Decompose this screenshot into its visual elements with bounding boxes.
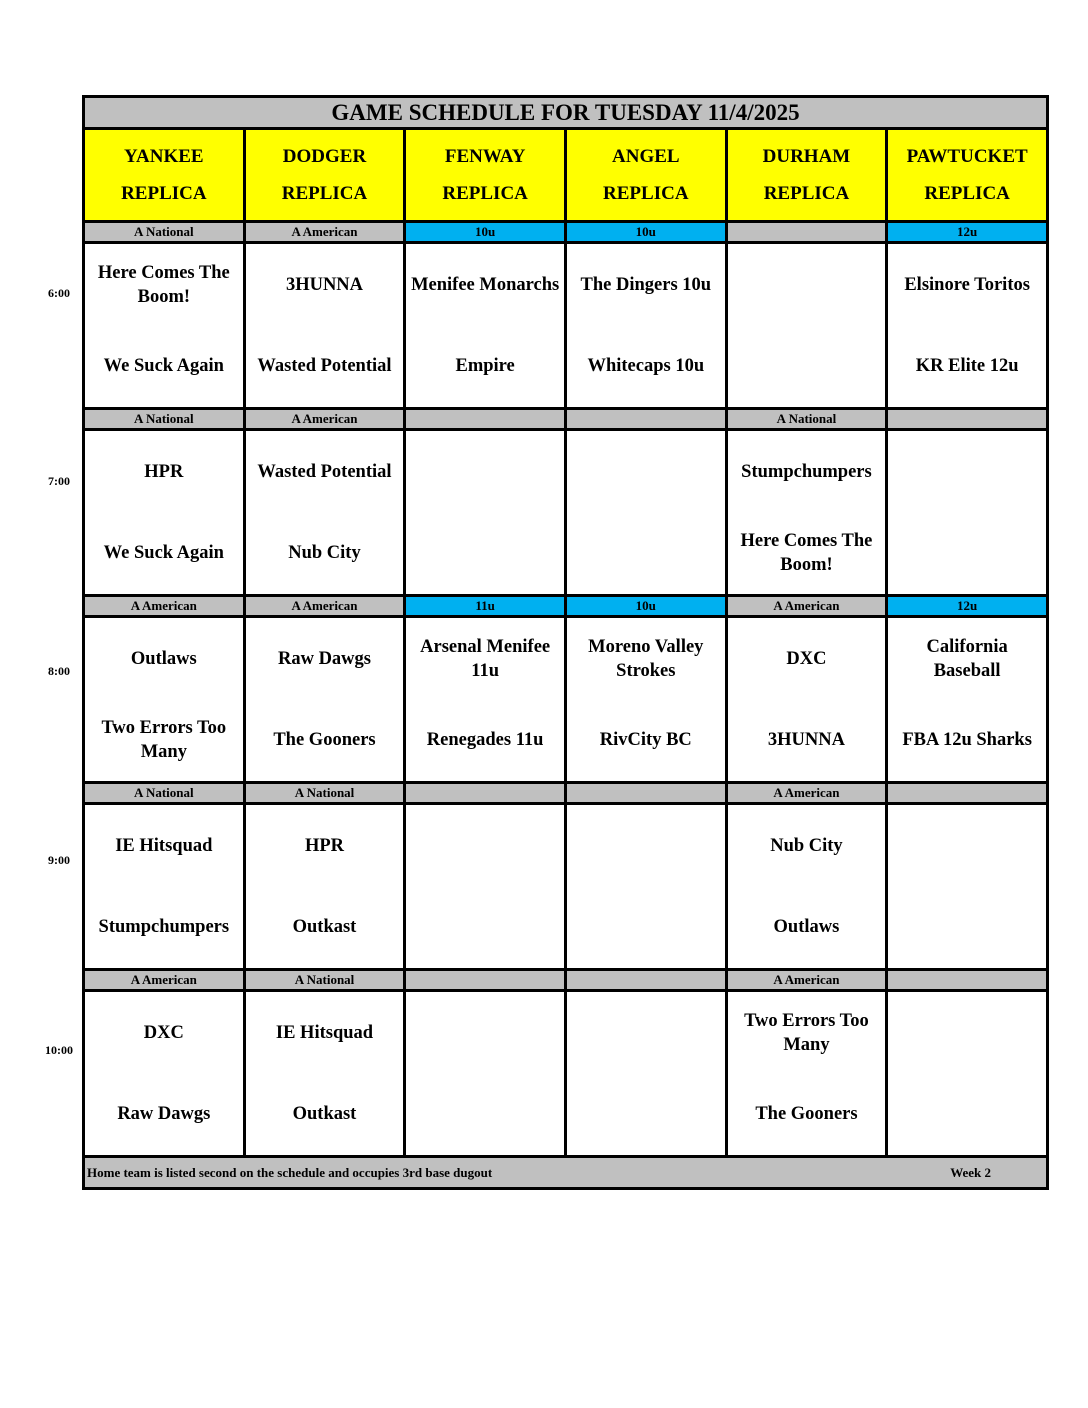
footer-row (84, 1157, 1048, 1189)
game-cell (726, 243, 887, 409)
division-label: 10u (405, 222, 566, 243)
schedule-table (82, 95, 1049, 1190)
away-team: Menifee Monarchs (411, 275, 560, 295)
division-label: A National (244, 783, 405, 804)
away-team: HPR (144, 462, 184, 482)
game-cell (84, 804, 245, 970)
game-cell (244, 430, 405, 596)
division-label: A American (244, 222, 405, 243)
game-cell (887, 804, 1048, 970)
game-cell (726, 991, 887, 1157)
home-team: Outkast (292, 917, 357, 937)
away-team: Stumpchumpers (741, 462, 872, 482)
game-cell (244, 991, 405, 1157)
division-label (565, 409, 726, 430)
away-team (567, 993, 725, 1074)
field-name: FENWAY (444, 146, 526, 167)
home-team: FBA 12u Sharks (902, 730, 1032, 750)
game-cell (244, 617, 405, 783)
home-team (888, 513, 1046, 594)
division-label (405, 970, 566, 991)
away-team (567, 806, 725, 887)
away-team (888, 806, 1046, 887)
division-label: A National (84, 222, 245, 243)
game-cell (405, 804, 566, 970)
home-team: Raw Dawgs (117, 1104, 211, 1124)
away-team: California Baseball (926, 637, 1008, 681)
away-team: IE Hitsquad (275, 1023, 374, 1043)
division-label (887, 970, 1048, 991)
division-label (405, 783, 566, 804)
away-team: Wasted Potential (257, 462, 392, 482)
home-team: The Gooners (273, 730, 376, 750)
game-row (84, 617, 1048, 783)
field-name: DURHAM (762, 146, 851, 167)
away-team: 3HUNNA (285, 275, 364, 295)
home-team: 3HUNNA (767, 730, 845, 750)
division-label: A National (244, 970, 405, 991)
division-label: A American (84, 970, 245, 991)
division-label: A American (726, 970, 887, 991)
division-label: A National (84, 783, 245, 804)
division-label: 12u (887, 222, 1048, 243)
division-label (405, 409, 566, 430)
field-subtitle: REPLICA (121, 183, 207, 204)
away-team (406, 806, 564, 887)
game-cell (565, 991, 726, 1157)
game-cell (565, 243, 726, 409)
division-label (887, 409, 1048, 430)
field-subtitle: REPLICA (442, 183, 528, 204)
home-team: Outkast (292, 1104, 357, 1124)
game-cell (84, 617, 245, 783)
home-team (567, 887, 725, 968)
game-cell (887, 617, 1048, 783)
division-label: A American (726, 596, 887, 617)
field-header-durham (726, 129, 887, 222)
field-name: YANKEE (124, 146, 204, 167)
home-team: Stumpchumpers (98, 917, 230, 937)
away-team: Two Errors Too Many (744, 1011, 869, 1055)
game-cell (887, 991, 1048, 1157)
game-cell (244, 804, 405, 970)
division-label: A American (244, 596, 405, 617)
game-cell (565, 430, 726, 596)
home-team: Two Errors Too Many (101, 718, 227, 762)
division-label (726, 222, 887, 243)
away-team: IE Hitsquad (115, 836, 213, 856)
division-label (887, 783, 1048, 804)
away-team: Arsenal Menifee 11u (420, 637, 551, 681)
away-team (406, 993, 564, 1074)
home-team: The Gooners (755, 1104, 858, 1124)
field-subtitle: REPLICA (763, 183, 850, 204)
game-cell (405, 617, 566, 783)
field-header-yankee (84, 129, 245, 222)
time-label: 6:00 (48, 286, 70, 300)
away-team: Moreno Valley Strokes (588, 637, 704, 681)
field-name: ANGEL (612, 146, 680, 167)
game-cell (565, 617, 726, 783)
home-team: Renegades 11u (426, 730, 544, 750)
field-header-dodger (244, 129, 405, 222)
time-label: 7:00 (48, 474, 70, 488)
game-cell (887, 430, 1048, 596)
away-team: Outlaws (130, 649, 197, 669)
away-team: Here Comes The Boom! (97, 263, 230, 307)
time-label: 10:00 (45, 1043, 73, 1057)
home-team: RivCity BC (599, 730, 692, 750)
game-cell (84, 430, 245, 596)
game-cell (405, 991, 566, 1157)
game-row (84, 991, 1048, 1157)
footer-cell (84, 1157, 1048, 1189)
game-cell (726, 617, 887, 783)
division-label: A American (244, 409, 405, 430)
game-cell (726, 430, 887, 596)
game-cell (405, 430, 566, 596)
away-team (406, 432, 564, 513)
title-row (84, 97, 1048, 129)
home-team (728, 326, 886, 407)
home-team (567, 1074, 725, 1155)
home-team: We Suck Again (103, 543, 224, 563)
division-label (565, 783, 726, 804)
footer-note: Home team is listed second on the schedule and occupies 3rd base dugout (87, 1164, 493, 1180)
game-cell (84, 991, 245, 1157)
division-label: A National (726, 409, 887, 430)
home-team: Here Comes The Boom! (740, 531, 873, 575)
game-cell (84, 243, 245, 409)
away-team (728, 245, 886, 326)
field-header-fenway (405, 129, 566, 222)
game-cell (726, 804, 887, 970)
field-subtitle: REPLICA (603, 183, 689, 204)
away-team (888, 993, 1046, 1074)
week-label: Week 2 (950, 1164, 991, 1180)
division-label: 11u (405, 596, 566, 617)
division-label: 10u (565, 596, 726, 617)
home-team: Empire (455, 356, 515, 376)
away-team: DXC (143, 1023, 184, 1043)
home-team (888, 1074, 1046, 1155)
game-cell (565, 804, 726, 970)
field-header-pawtucket (887, 129, 1048, 222)
home-team: KR Elite 12u (915, 356, 1019, 376)
game-row (84, 430, 1048, 596)
game-cell (244, 243, 405, 409)
field-name: DODGER (282, 146, 367, 167)
away-team: HPR (304, 836, 345, 856)
division-label: A American (84, 596, 245, 617)
away-team: The Dingers 10u (580, 275, 712, 295)
division-label: 10u (565, 222, 726, 243)
home-team (888, 887, 1046, 968)
field-subtitle: REPLICA (924, 183, 1010, 204)
field-name: PAWTUCKET (906, 146, 1028, 167)
home-team: We Suck Again (103, 356, 224, 376)
division-row (84, 409, 1048, 430)
division-row (84, 596, 1048, 617)
field-subtitle: REPLICA (281, 183, 368, 204)
away-team (567, 432, 725, 513)
division-row (84, 783, 1048, 804)
time-label: 9:00 (48, 853, 70, 867)
time-label: 8:00 (48, 664, 70, 678)
home-team: Wasted Potential (257, 356, 392, 376)
division-label: 12u (887, 596, 1048, 617)
game-row (84, 804, 1048, 970)
away-team: Raw Dawgs (277, 649, 371, 669)
away-team: DXC (786, 649, 827, 669)
game-cell (405, 243, 566, 409)
field-header-row (84, 129, 1048, 222)
home-team (406, 1074, 564, 1155)
home-team: Nub City (288, 543, 361, 563)
division-label: A American (726, 783, 887, 804)
game-row (84, 243, 1048, 409)
away-team (888, 432, 1046, 513)
away-team: Nub City (770, 836, 843, 856)
home-team: Outlaws (773, 917, 840, 937)
schedule-title: GAME SCHEDULE FOR TUESDAY 11/4/2025 (84, 97, 1048, 129)
division-label (565, 970, 726, 991)
division-label: A National (84, 409, 245, 430)
home-team: Whitecaps 10u (587, 356, 705, 376)
home-team (567, 513, 725, 594)
game-cell (887, 243, 1048, 409)
away-team: Elsinore Toritos (904, 275, 1030, 295)
field-header-angel (565, 129, 726, 222)
division-row (84, 970, 1048, 991)
division-row (84, 222, 1048, 243)
home-team (406, 513, 564, 594)
home-team (406, 887, 564, 968)
